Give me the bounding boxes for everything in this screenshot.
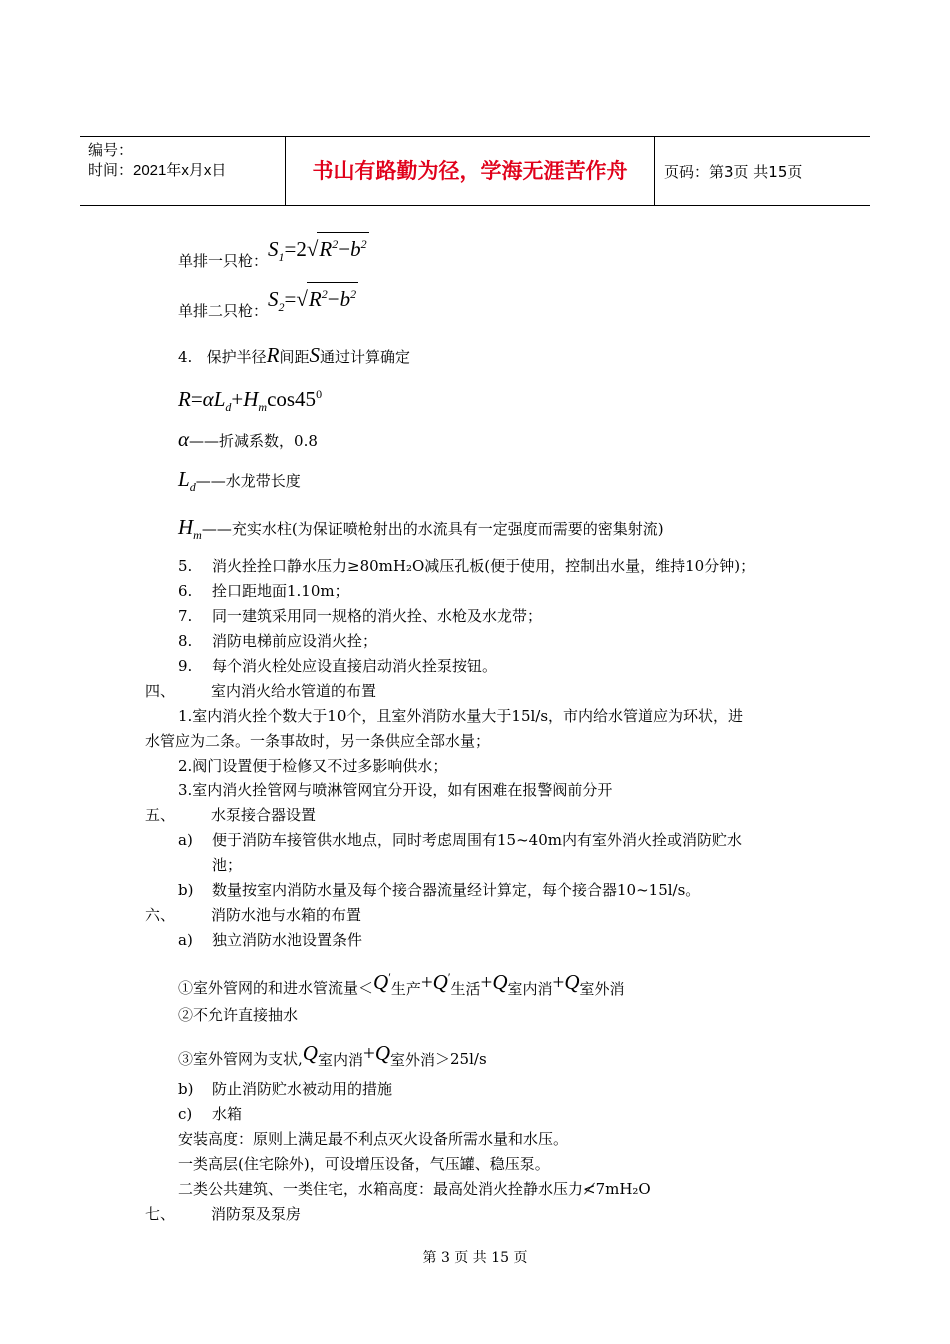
- formula-s2: $S_2=√R^2-b^2$: [268, 287, 358, 311]
- condition-3-limit: ＞25l/s: [435, 1050, 487, 1068]
- serial-label: 编号：: [88, 142, 134, 159]
- formula-label: 单排一只枪：: [178, 252, 269, 270]
- document-header: [80, 136, 870, 206]
- header-meta: [88, 141, 226, 181]
- formula-radius: $R=\alpha L_d+H_m\cos 45^0$: [178, 387, 323, 415]
- header-divider: [654, 137, 655, 205]
- para-3: 3.室内消火拴管网与喷淋管网宜分开设，如有困难在报警阀前分开: [178, 781, 613, 799]
- ld-def-text: ——水龙带长度: [195, 472, 301, 490]
- formula-single-row-one: [178, 237, 369, 278]
- condition-2: ②不允许直接抽水: [178, 1006, 299, 1024]
- tank-text-1: 安装高度：原则上满足最不利点灭火设备所需水量和水压。: [178, 1130, 569, 1148]
- list-item-a1-cont: 池；: [212, 856, 243, 874]
- section-6-heading: 六、 消防水池与水箱的布置: [145, 906, 362, 924]
- item-4: 4. 保护半径R间距S通过计算确定: [178, 343, 410, 367]
- section-4-heading: 四、 室内消火给水管道的布置: [145, 682, 377, 700]
- para-2: 2.阀门设置便于检修又不过多影响供水；: [178, 757, 448, 775]
- list-item-c: c) 水箱: [178, 1105, 243, 1123]
- list-item-a2: a) 独立消防水池设置条件: [178, 931, 363, 949]
- hm-def-text: ——充实水柱(为保证喷枪射出的水流具有一定强度而需要的密集射流): [201, 520, 664, 538]
- hm-definition: $H_m——$充实水柱(为保证喷枪射出的水流具有一定强度而需要的密集射流): [178, 515, 664, 543]
- ld-definition: $L_d——$水龙带长度: [178, 467, 301, 495]
- list-item-a1: a) 便于消防车接管供水地点，同时考虑周围有15~40m内有室外消火拴或消防贮水: [178, 831, 742, 849]
- item-6: 6. 拴口距地面1.10m；: [178, 582, 350, 600]
- item-8: 8. 消防电梯前应设消火拴；: [178, 632, 378, 650]
- alpha-definition: α——折减系数，0.8: [178, 427, 318, 451]
- time-label: 时间：2021年x月x日: [88, 162, 227, 179]
- formula-s1: $S_1=2√R^2-b^2$: [268, 237, 369, 261]
- header-motto: 书山有路勤为径，学海无涯苦作舟: [312, 159, 628, 183]
- condition-3: ③室外管网为支状$,Q_{室内消}+Q_{室外消}>25l/s$: [178, 1041, 487, 1070]
- condition-1: ①室外管网的和进水管流量$<Q'_{生产}+Q'_{生活}+Q_{室内消}+Q_{室外消}$: [178, 970, 625, 999]
- section-7-heading: 七、 消防泵及泵房: [145, 1205, 302, 1223]
- item-5: 5. 消火拴拴口静水压力≥80mH₂O减压孔板(便于使用，控制出水量，维持10分钟)；: [178, 557, 756, 575]
- list-item-b2: b) 防止消防贮水被动用的措施: [178, 1080, 393, 1098]
- page-footer: 第 3 页 共 15 页: [422, 1250, 528, 1266]
- formula-label: 单排二只枪：: [178, 302, 269, 320]
- item-9: 9. 每个消火栓处应设直接启动消火拴泵按钮。: [178, 657, 498, 675]
- para-1a: 1.室内消火拴个数大于10个，且室外消防水量大于15l/s，市内给水管道应为环状，进: [178, 707, 744, 725]
- para-1b: 水管应为二条。一条事故时，另一条供应全部水量；: [145, 732, 491, 750]
- alpha-def-text: ——折减系数，0.8: [189, 432, 318, 450]
- item-7: 7. 同一建筑采用同一规格的消火拴、水枪及水龙带；: [178, 607, 543, 625]
- formula-single-row-two: [178, 287, 358, 328]
- tank-text-2: 一类高层(住宅除外)，可设增压设备，气压罐、稳压泵。: [178, 1155, 550, 1173]
- section-5-heading: 五、 水泵接合器设置: [145, 806, 317, 824]
- condition-3-text: ③室外管网为支状,: [178, 1050, 303, 1068]
- header-page-code: 页码：第3页 共15页: [664, 163, 803, 181]
- list-item-b1: b) 数量按室内消防水量及每个接合器流量经计算定，每个接合器10~15l/s。: [178, 881, 701, 899]
- condition-1-text: ①室外管网的和进水管流量＜: [178, 979, 374, 997]
- tank-text-3: 二类公共建筑、一类住宅，水箱高度：最高处消火拴静水压力≮7mH₂O: [178, 1180, 651, 1198]
